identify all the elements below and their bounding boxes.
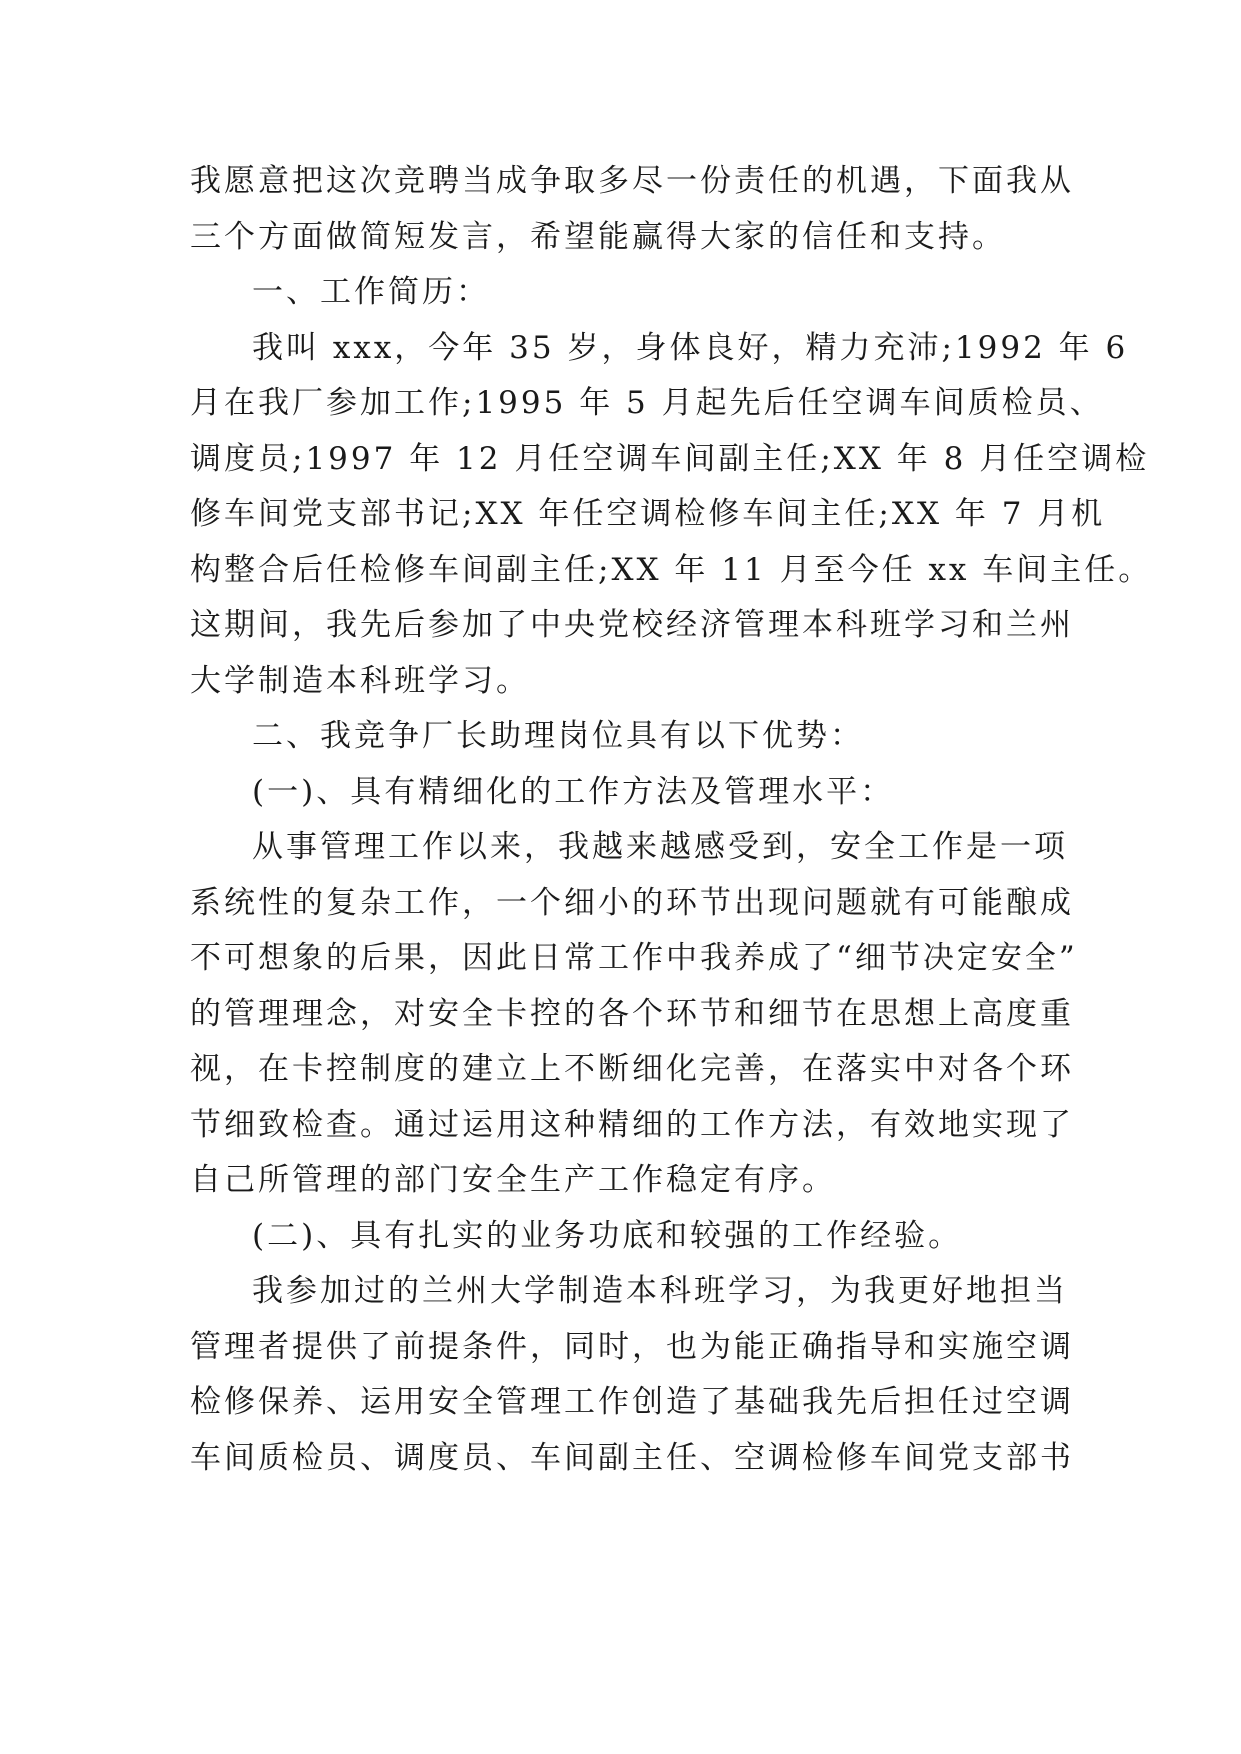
- text-line: 三个方面做简短发言，希望能赢得大家的信任和支持。: [190, 218, 1006, 255]
- text-line: 管理者提供了前提条件，同时，也为能正确指导和实施空调: [190, 1328, 1074, 1365]
- text-line: 这期间，我先后参加了中央党校经济管理本科班学习和兰州: [190, 607, 1074, 643]
- text-line: 的管理理念，对安全卡控的各个环节和细节在思想上高度重: [190, 995, 1074, 1032]
- text-line: 视，在卡控制度的建立上不断细化完善，在落实中对各个环: [190, 1051, 1074, 1087]
- text-line: 大学制造本科班学习。: [190, 662, 530, 699]
- text-line: 我参加过的兰州大学制造本科班学习，为我更好地担当: [252, 1273, 1068, 1309]
- text-line: 修车间党支部书记;XX 年任空调检修车间主任;XX 年 7 月机: [190, 496, 1106, 532]
- body-text: [190, 154, 1153, 1486]
- text-line: 车间质检员、调度员、车间副主任、空调检修车间党支部书: [190, 1439, 1074, 1476]
- text-line: 系统性的复杂工作，一个细小的环节出现问题就有可能酿成: [190, 884, 1074, 921]
- text-line: 节细致检查。通过运用这种精细的工作方法，有效地实现了: [190, 1106, 1074, 1143]
- text-line: 自己所管理的部门安全生产工作稳定有序。: [190, 1162, 836, 1198]
- text-line: 不可想象的后果，因此日常工作中我养成了“细节决定安全”: [190, 940, 1078, 976]
- subsection-heading: (一)、具有精细化的工作方法及管理水平：: [252, 773, 895, 810]
- text-line: 月在我厂参加工作;1995 年 5 月起先后任空调车间质检员、: [190, 385, 1104, 421]
- text-line: 构整合后任检修车间副主任;XX 年 11 月至今任 xx 车间主任。: [190, 551, 1153, 588]
- section-heading: 一、工作简历：: [252, 274, 490, 310]
- text-line: 从事管理工作以来，我越来越感受到，安全工作是一项: [252, 829, 1068, 865]
- text-line: 我叫 xxx，今年 35 岁，身体良好，精力充沛;1992 年 6: [252, 329, 1129, 366]
- section-heading: 二、我竞争厂长助理岗位具有以下优势：: [252, 718, 864, 754]
- text-line: 检修保养、运用安全管理工作创造了基础我先后担任过空调: [190, 1384, 1074, 1420]
- text-line: 我愿意把这次竞聘当成争取多尽一份责任的机遇，下面我从: [190, 163, 1074, 199]
- subsection-heading: (二)、具有扎实的业务功底和较强的工作经验。: [252, 1217, 963, 1254]
- text-line: 调度员;1997 年 12 月任空调车间副主任;XX 年 8 月任空调检: [190, 440, 1150, 477]
